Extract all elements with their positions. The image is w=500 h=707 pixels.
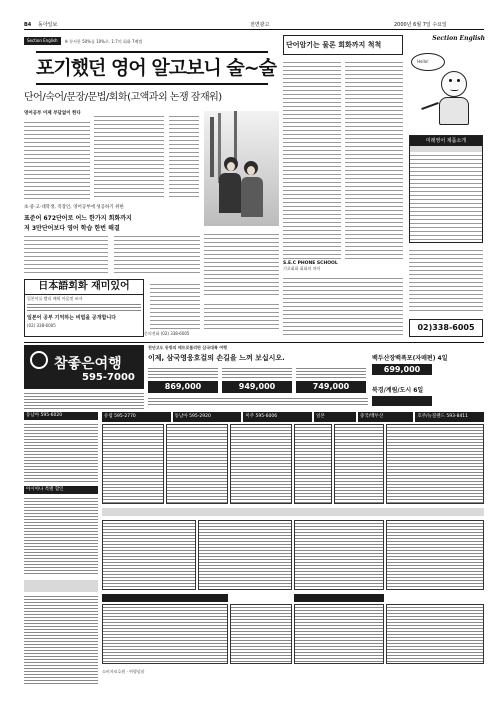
phone-number: 02)338-6005 xyxy=(417,323,475,332)
far-right-text xyxy=(409,247,483,313)
japanese-box-title: 日本語회화 재미있어 xyxy=(25,280,143,295)
menu-title: 미래영어 제품소개 xyxy=(410,136,482,146)
travel-listings xyxy=(24,412,484,682)
feature-title-2: 표준어 672단어로 어느 한가지 회화까지 xyxy=(24,215,132,222)
listing-block xyxy=(386,604,484,664)
japanese-body-text-2 xyxy=(204,301,279,331)
right-article-title: 단어암기는 물론 회화까지 척척 xyxy=(286,41,382,49)
ad-tagline: ※ 분사한 50%를 10%로. 1:7의 회화 7배법 xyxy=(64,38,143,44)
masthead xyxy=(24,20,484,30)
travel-brand: 참좋은여행 xyxy=(54,356,122,372)
listing-block xyxy=(230,424,292,504)
listing-block xyxy=(102,520,196,590)
feature-title-3: 저 3만단어보다 영어 학습 한번 해결 xyxy=(24,225,120,232)
col-header-asia: 동남아 595-2920 xyxy=(173,412,242,422)
price-tag-2: 949,000 xyxy=(222,381,292,393)
phone-box xyxy=(409,319,483,337)
feature-body-text-2 xyxy=(114,233,200,275)
listings-footer-note: 소비자보호원 · 여행상품 xyxy=(102,669,145,674)
body-text-col-3 xyxy=(169,113,199,199)
brand-script: Section English xyxy=(432,35,485,42)
listing-block xyxy=(166,424,228,504)
phone-school-sub: 기초회화 회화의 차이 xyxy=(283,266,321,271)
japanese-box xyxy=(24,279,144,337)
far-right-column xyxy=(407,35,485,340)
ad-headline: 포기했던 영어 알고보니 술~술 xyxy=(36,57,277,79)
paper-name: 동아일보 xyxy=(38,22,58,28)
section-label: 전면광고 xyxy=(250,22,270,28)
col-header-china: 중국/백두산 xyxy=(358,412,413,422)
right-article-text-2 xyxy=(345,59,403,259)
feature-body-text xyxy=(24,233,108,275)
travel-logo-box xyxy=(24,345,144,389)
right-article-text-1 xyxy=(283,59,341,259)
listing-block xyxy=(102,604,228,664)
listing-block xyxy=(386,520,484,590)
listing-block xyxy=(294,424,332,504)
feature-title-1: 초·중·고·대학생, 직장인, 영어공부에 성공하기 위한 xyxy=(24,205,124,210)
left-header-2: 아시아나 특별 할인 xyxy=(24,486,98,494)
right-article xyxy=(283,35,403,340)
phone-school-title: S.E.C PHONE SCHOOL xyxy=(283,261,338,266)
listing-grid xyxy=(102,424,484,679)
japanese-box-sub: 일본어를 빨리 배워 마음껏 쓰자 xyxy=(27,296,83,301)
price-tag-1: 869,000 xyxy=(148,381,218,393)
page-label: B4 xyxy=(24,22,32,28)
menu-box xyxy=(409,135,483,243)
japanese-box-body: 일본어 공부 기억하는 비법을 공개합니다 xyxy=(27,315,117,321)
col-header-europe: 유럽 595-2770 xyxy=(102,412,171,422)
travel-right-title: 백두산장백폭포(자매편) 4일 xyxy=(372,355,448,362)
students-photo xyxy=(204,111,279,226)
right-article-text-3 xyxy=(283,275,403,335)
ad-logo-badge: Section English xyxy=(24,37,61,45)
ad-headline-box xyxy=(36,51,277,85)
issue-date: 2000년 6월 7일 수요일 xyxy=(394,22,447,28)
col-header-oceania: 호주/뉴질랜드 593-8411 xyxy=(415,412,484,422)
ad-subheadline: 단어/숙어/문장/문법/회화(고액과외 논쟁 잠재워) xyxy=(24,92,222,103)
travel-right-sub: 북경/계림/도시 6일 xyxy=(372,387,424,394)
ad-phone-note: 문의전화 (02) 338-6005 xyxy=(144,331,190,336)
listing-block xyxy=(198,520,292,590)
travel-right-box xyxy=(372,345,484,410)
travel-slogan: 이제, 삼국영웅호걸의 손길을 느껴 보십시오. xyxy=(148,354,285,362)
speech-bubble: Hello! xyxy=(417,59,429,64)
lead-body-text xyxy=(24,119,90,199)
listing-block xyxy=(230,604,292,664)
col-header-japan: 일본 xyxy=(314,412,356,422)
listing-block xyxy=(334,424,384,504)
cartoon-illustration xyxy=(411,49,483,129)
price-tag-3: 749,000 xyxy=(296,381,366,393)
english-ad xyxy=(24,35,279,340)
travel-banner xyxy=(24,345,484,410)
listing-block xyxy=(102,424,164,504)
travel-phone: 595-7000 xyxy=(82,372,135,383)
right-article-title-box xyxy=(283,35,403,55)
lead-title: 영어공부 이제 부담없이 한다 xyxy=(24,111,81,116)
listing-block xyxy=(294,520,384,590)
feature-body-text-3 xyxy=(204,231,279,297)
listing-block xyxy=(294,604,384,664)
japanese-box-phone: (02) 338-6005 xyxy=(27,323,56,328)
travel-right-price: 699,000 xyxy=(372,364,432,375)
body-text-col-2 xyxy=(94,113,164,199)
listing-block xyxy=(386,424,484,504)
travel-top-tag: 천년고도 동방의 메트로폴리탄 삼국대륙 여행 xyxy=(148,345,227,350)
japanese-body-text xyxy=(150,281,200,331)
col-header-america: 미주 595-6006 xyxy=(243,412,312,422)
left-header-1: 동남아 595-6020 xyxy=(24,412,98,420)
